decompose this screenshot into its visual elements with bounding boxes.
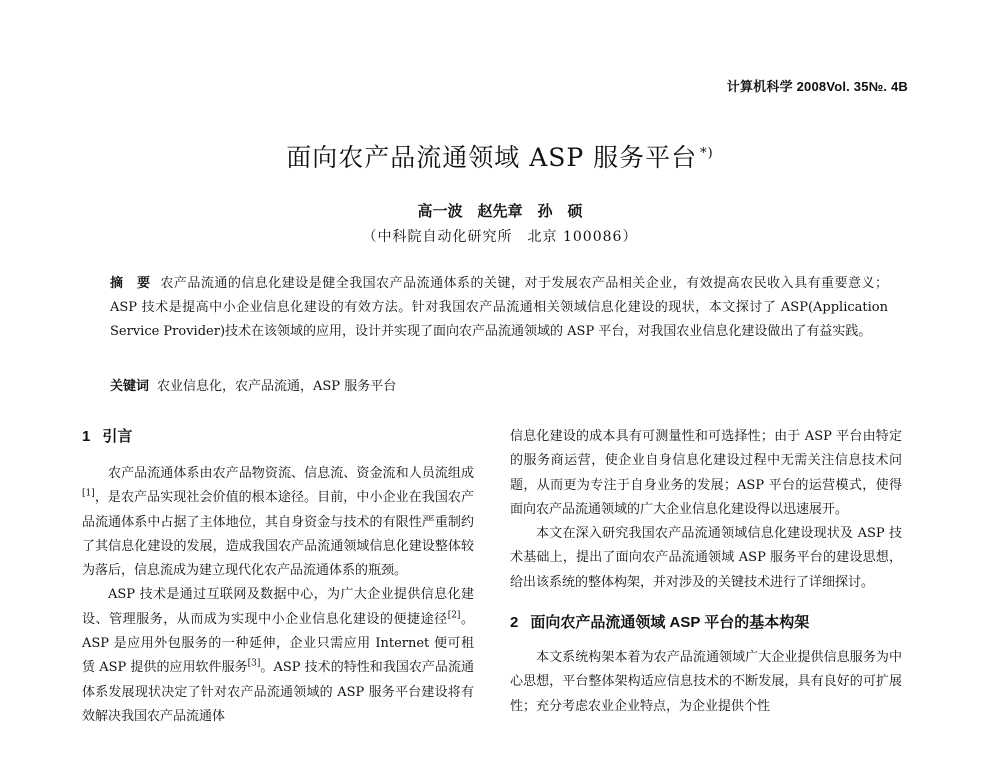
section-1-paragraph-2 [82, 583, 474, 729]
title-footnote-mark: *) [700, 145, 714, 161]
section-1-title: 引言 [102, 428, 133, 445]
section-1-p1-text-a: 农产品流通体系由农产品物资流、信息流、资金流和人员流组成 [108, 466, 474, 481]
section-1-paragraph-1 [82, 462, 474, 583]
section-1-p1-text-b: ，是农产品实现社会价值的根本途径。目前，中小企业在我国农产品流通体系中占据了主体地位，其自身资金与技术的有限性严重制约了其信息化建设的发展，造成我国农产品流通领域信息化建设整体较为落后，信息流成为建立现代化农产品流通体系的瓶颈。 [82, 490, 474, 579]
right-column [510, 425, 902, 719]
section-1-number: 1 [82, 428, 91, 445]
right-paragraph-2: 本文在深入研究我国农产品流通领域信息化建设现状及 ASP 技术基础上，提出了面向农产品流通领域 ASP 服务平台的建设思想，给出该系统的整体构架，并对涉及的关键技术进行了详细探讨。 [510, 526, 902, 590]
section-2-heading [510, 611, 902, 632]
abstract-label: 摘 要 [110, 276, 151, 291]
section-1-p2-text-a: ASP 技术是通过互联网及数据中心，为广大企业提供信息化建设、管理服务，从而成为实现中小企业信息化建设的便捷途径 [82, 587, 474, 627]
abstract-text: 农产品流通的信息化建设是健全我国农产品流通体系的关键，对于发展农产品相关企业，有效提高农民收入具有重要意义；ASP 技术是提高中小企业信息化建设的有效方法。针对我国农产品流通相关领域信息化建设的现状，本文探讨了 ASP(Application Service Provider)技术在该领域的应用，设计并实现了面向农产品流通领域的 ASP 平台，对我国农业信息化建设做出了有益实践。 [110, 276, 888, 339]
citation-2: [2] [447, 610, 461, 621]
keywords-text: 农业信息化，农产品流通，ASP 服务平台 [157, 379, 397, 394]
keywords-label: 关键词 [110, 379, 150, 394]
section-2-number: 2 [510, 614, 519, 632]
paper-title [0, 138, 1000, 174]
section-1-heading [82, 425, 474, 446]
journal-header: 计算机科学 2008Vol. 35№. 4B [726, 79, 908, 94]
section-2-title: 面向农产品流通领域 ASP 平台的基本构架 [530, 614, 810, 632]
section-1-p2-text-b: 。ASP 是应用外包服务的一种延伸，企业只需应用 Internet 便可租赁 ASP 提供的应用软件服务 [82, 611, 474, 676]
section-2-paragraph-1: 本文系统构架本着为农产品流通领域广大企业提供信息服务为中心思想，平台整体架构适应信息技术的不断发展，具有良好的可扩展性；充分考虑农业企业特点，为企业提供个性 [510, 650, 902, 714]
citation-3: [3] [247, 659, 261, 670]
abstract [110, 272, 888, 344]
section-1-p2-text-c: 。ASP 技术的特性和我国农产品流通体系发展现状决定了针对农产品流通领域的 ASP 服务平台建设将有效解决我国农产品流通体 [82, 660, 474, 724]
affiliation: （中科院自动化研究所 北京 100086） [362, 229, 638, 245]
authors: 高一波 赵先章 孙 硕 [417, 202, 583, 220]
keywords [110, 375, 888, 399]
left-column [82, 425, 474, 729]
right-paragraph-1: 信息化建设的成本具有可测量性和可选择性；由于 ASP 平台由特定的服务商运营，使企业自身信息化建设过程中无需关注信息技术问题，从而更为专注于自身业务的发展；ASP 平台的运营模式，使得面向农产品流通领域的广大企业信息化建设得以迅速展开。 [510, 429, 902, 517]
citation-1: [1] [82, 488, 95, 499]
paper-title-text: 面向农产品流通领域 ASP 服务平台 [286, 143, 698, 172]
